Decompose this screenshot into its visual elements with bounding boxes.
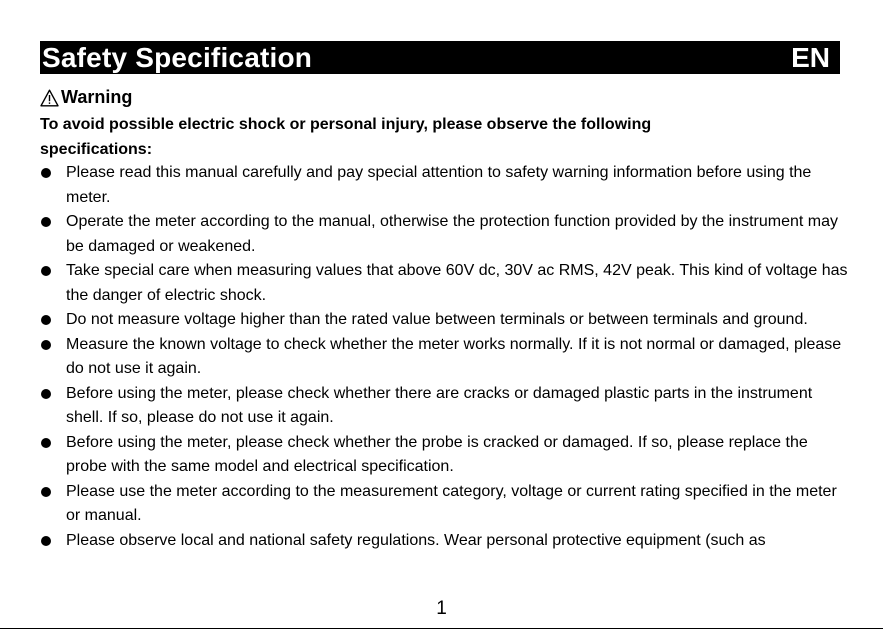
- list-item-text: Please read this manual carefully and pay special attention to safety warning information before using the meter.: [66, 164, 812, 206]
- footer-divider: [0, 628, 883, 629]
- bullet-icon: [41, 340, 51, 350]
- list-item: [40, 161, 852, 210]
- list-item-text: Before using the meter, please check whether the probe is cracked or damaged. If so, please replace the probe with the same model and electrical specification.: [66, 433, 808, 475]
- list-item: [40, 382, 852, 431]
- bullet-icon: [41, 487, 51, 497]
- list-item-text: Measure the known voltage to check whether the meter works normally. If it is not normal or damaged, please do not use it again.: [66, 335, 842, 377]
- bullet-icon: [41, 438, 51, 448]
- bullet-icon: [41, 315, 51, 325]
- list-item-text: Please use the meter according to the measurement category, voltage or current rating specified in the meter or manual.: [66, 482, 837, 524]
- bullet-icon: [41, 536, 51, 546]
- list-item: [40, 210, 852, 259]
- list-item: [40, 333, 852, 382]
- list-item: [40, 431, 852, 480]
- list-item-text: Before using the meter, please check whether there are cracks or damaged plastic parts in the instrument shell. If so, please do not use it again.: [66, 384, 813, 426]
- list-item-text: Do not measure voltage higher than the rated value between terminals or between terminals and ground.: [66, 311, 808, 328]
- warning-triangle-icon: [40, 89, 59, 107]
- intro-paragraph: To avoid possible electric shock or personal injury, please observe the following specifications:: [40, 116, 652, 158]
- list-item: [40, 308, 852, 333]
- list-item-text: Please observe local and national safety regulations. Wear personal protective equipment (such as: [66, 531, 766, 549]
- bullet-icon: [41, 168, 51, 178]
- list-item: [40, 480, 852, 529]
- warning-label: Warning: [61, 87, 133, 107]
- page-number: 1: [436, 598, 447, 619]
- list-item-text: Take special care when measuring values that above 60V dc, 30V ac RMS, 42V peak. This kind of voltage has the danger of electric shock.: [66, 262, 848, 304]
- bullet-icon: [41, 217, 51, 227]
- list-item: [40, 529, 852, 554]
- bullet-icon: [41, 266, 51, 276]
- list-item: [40, 259, 852, 308]
- language-label: EN: [791, 41, 830, 73]
- safety-bullet-list: [40, 161, 852, 553]
- warning-heading: [40, 87, 132, 108]
- section-header-bar: [40, 41, 840, 74]
- section-title: Safety Specification: [42, 41, 313, 73]
- list-item-text: Operate the meter according to the manual, otherwise the protection function provided by the instrument may be damaged or weakened.: [66, 213, 838, 255]
- bullet-icon: [41, 389, 51, 399]
